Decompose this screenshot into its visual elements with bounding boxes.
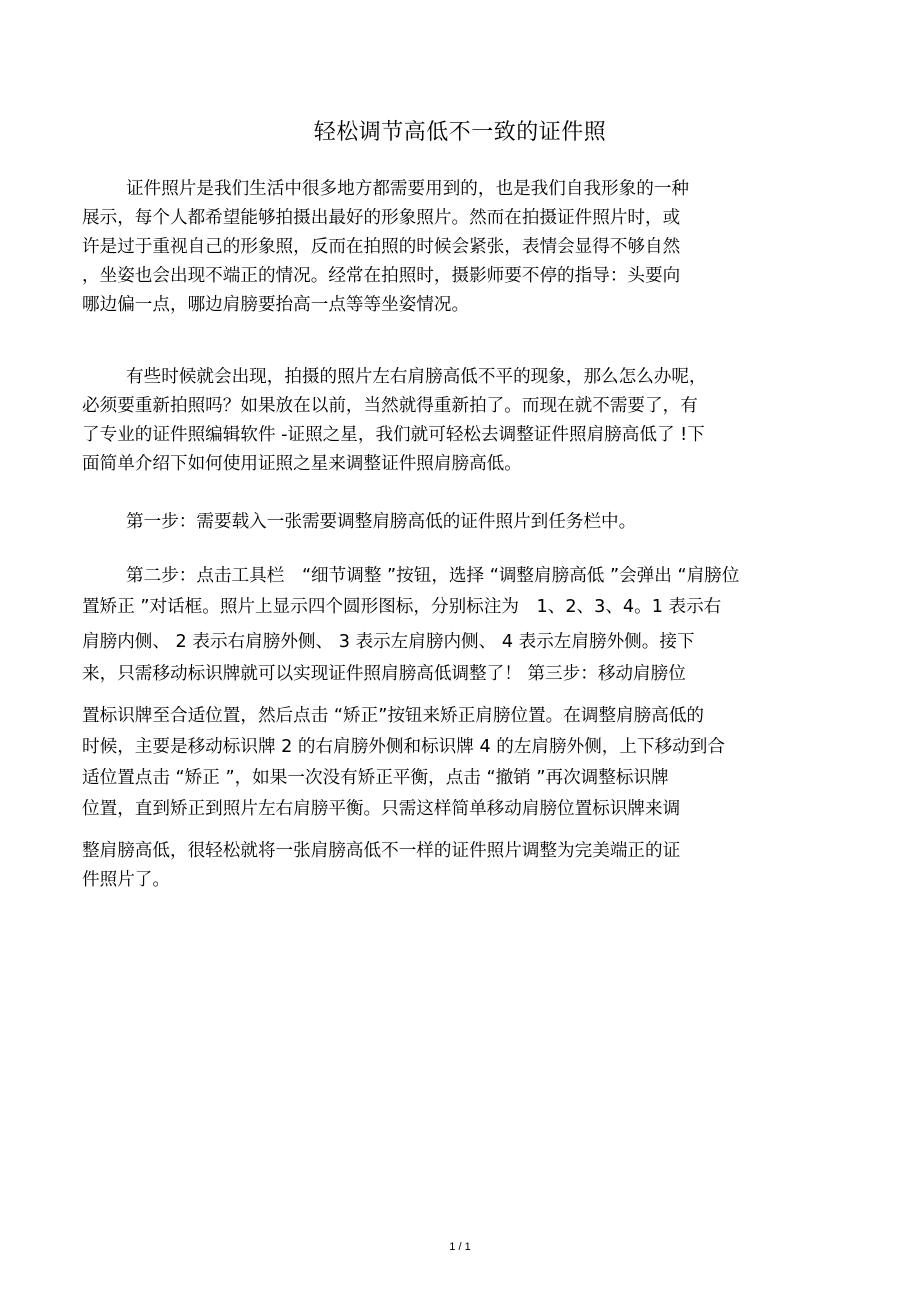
paragraph-4-line-4: 来，只需移动标识牌就可以实现证件照肩膀高低调整了！ 第三步：移动肩膀位 [82,664,686,684]
paragraph-1-line-4: ，坐姿也会出现不端正的情况。经常在拍照时，摄影师要不停的指导：头要向 [82,266,681,286]
paragraph-4-line-3: 肩膀内侧、 2 表示右肩膀外侧、 3 表示左肩膀内侧、 4 表示左肩膀外侧。接下 [82,632,695,652]
paragraph-1-line-5: 哪边偏一点，哪边肩膀要抬高一点等等坐姿情况。 [82,295,470,315]
page-number: 1 / 1 [449,1241,471,1253]
paragraph-4-line-6: 时候，主要是移动标识牌 2 的右肩膀外侧和标识牌 4 的左肩膀外侧，上下移动到合 [82,737,725,757]
paragraph-2-line-3: 了专业的证件照编辑软件 -证照之星，我们就可轻松去调整证件照肩膀高低了 !下 [82,425,705,445]
paragraph-4-line-5: 置标识牌至合适位置，然后点击 “矫正”按钮来矫正肩膀位置。在调整肩膀高低的 [82,706,705,726]
paragraph-3-line-1: 第一步：需要载入一张需要调整肩膀高低的证件照片到任务栏中。 [126,512,637,532]
paragraph-4-line-9: 整肩膀高低，很轻松就将一张肩膀高低不一样的证件照片调整为完美端正的证 [82,841,681,861]
paragraph-4-line-8: 位置，直到矫正到照片左右肩膀平衡。只需这样简单移动肩膀位置标识牌来调 [82,799,681,819]
paragraph-2-line-4: 面简单介绍下如何使用证照之星来调整证件照肩膀高低。 [82,454,522,474]
paragraph-1-line-2: 展示，每个人都希望能够拍摄出最好的形象照片。然而在拍摄证件照片时，或 [82,208,681,228]
paragraph-4-line-7: 适位置点击 “矫正 ”，如果一次没有矫正平衡，点击 “撤销 ”再次调整标识牌 [82,768,669,788]
paragraph-1-line-1: 证件照片是我们生活中很多地方都需要用到的，也是我们自我形象的一种 [126,179,690,199]
paragraph-4-line-1: 第二步：点击工具栏 “细节调整 ”按钮，选择 “调整肩膀高低 ”会弹出 “肩膀位 [126,566,740,586]
paragraph-4-line-10: 件照片了。 [82,870,170,890]
document-title: 轻松调节高低不一致的证件照 [313,120,607,145]
paragraph-4-line-2: 置矫正 ”对话框。照片上显示四个圆形图标，分别标注为 1、2、3、4。1 表示右 [82,597,722,617]
paragraph-2-line-2: 必须要重新拍照吗？如果放在以前，当然就得重新拍了。而现在就不需要了，有 [82,396,698,416]
paragraph-1-line-3: 许是过于重视自己的形象照，反而在拍照的时候会紧张，表情会显得不够自然 [82,237,681,257]
paragraph-2-line-1: 有些时候就会出现，拍摄的照片左右肩膀高低不平的现象，那么怎么办呢， [126,367,707,387]
